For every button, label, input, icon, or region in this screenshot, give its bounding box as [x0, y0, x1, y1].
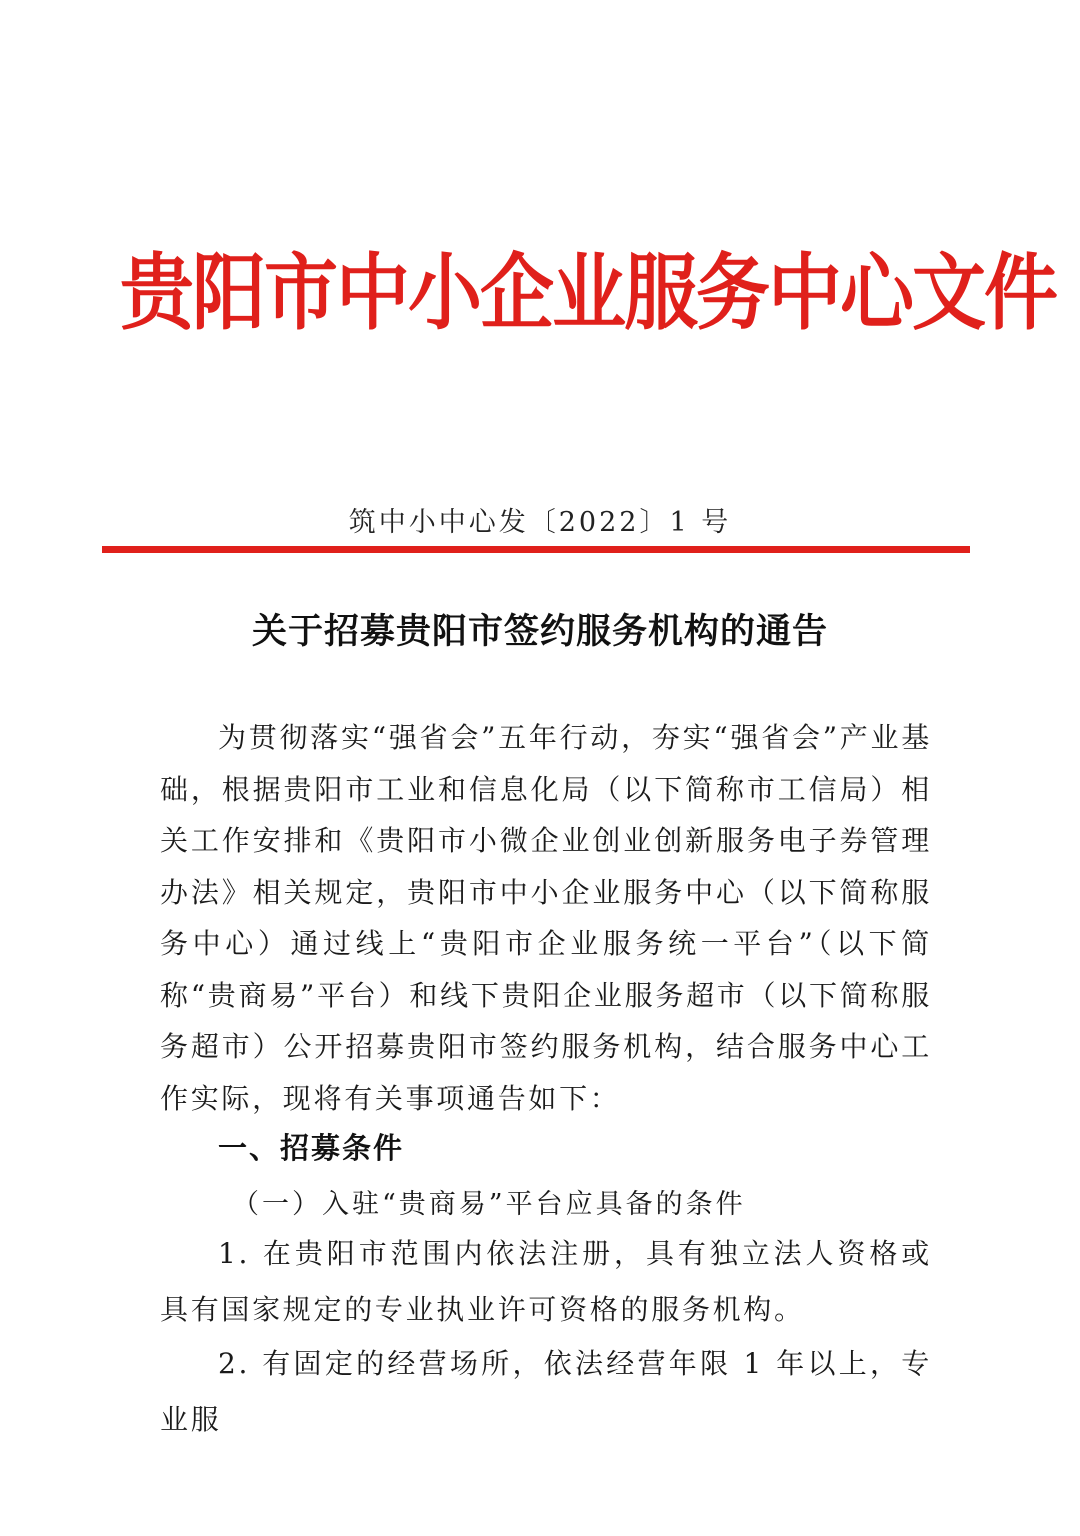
- issuing-organization-header: 贵阳市中小企业服务中心文件: [120, 245, 1056, 342]
- document-number: 筑中小中心发〔2022〕1 号: [348, 507, 732, 538]
- notice-title: 关于招募贵阳市签约服务机构的通告: [251, 611, 828, 652]
- condition-item-2: 2. 有固定的经营场所，依法经营年限 1 年以上，专业服: [160, 1347, 932, 1436]
- section-heading-recruitment-conditions: 一、招募条件: [218, 1131, 405, 1165]
- subsection-heading-platform-conditions: （一）入驻“贵商易”平台应具备的条件: [232, 1189, 746, 1220]
- condition-item-1: 1. 在贵阳市范围内依法注册，具有独立法人资格或具有国家规定的专业执业许可资格的服务机构。: [160, 1237, 932, 1326]
- red-divider-line: [102, 546, 970, 553]
- intro-paragraph: 为贯彻落实“强省会”五年行动，夯实“强省会”产业基础，根据贵阳市工业和信息化局（以下简称市工信局）相关工作安排和《贵阳市小微企业创业创新服务电子券管理办法》相关规定，贵阳市中小企业服务中心（以下简称服务中心）通过线上“贵阳市企业服务统一平台”（以下简称“贵商易”平台）和线下贵阳企业服务超市（以下简称服务超市）公开招募贵阳市签约服务机构，结合服务中心工作实际，现将有关事项通告如下：: [160, 721, 932, 1115]
